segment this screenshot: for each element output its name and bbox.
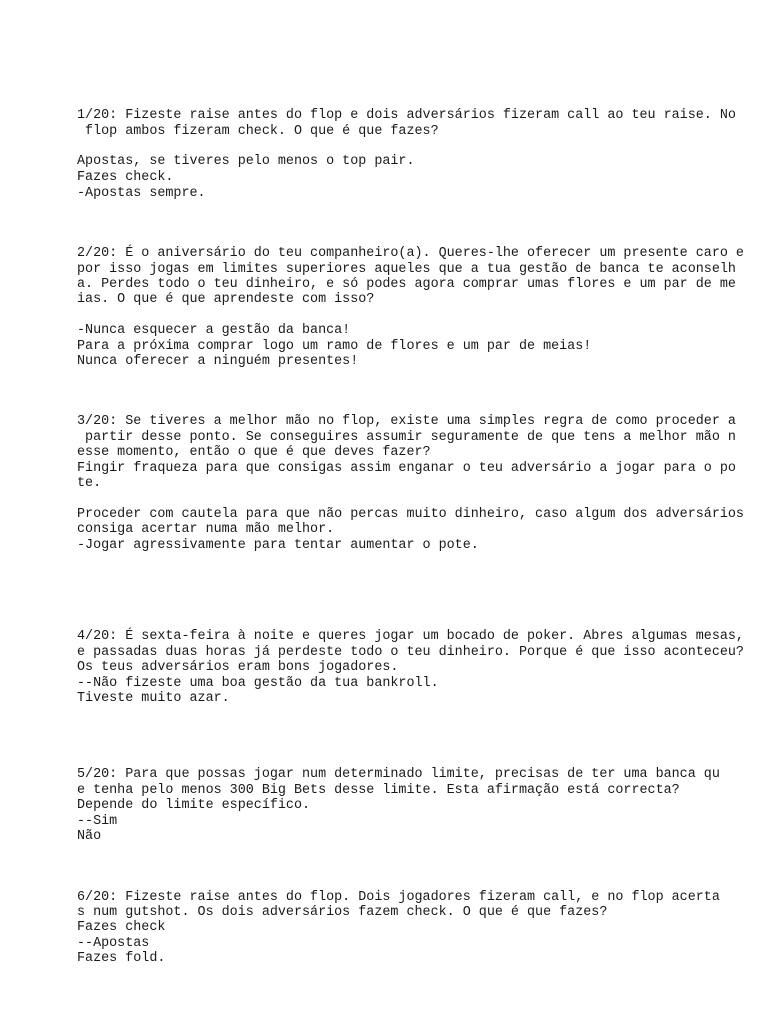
question-2-line-3: a. Perdes todo o teu dinheiro, e só podes agora comprar umas flores e um par de me (77, 277, 736, 292)
question-6-line-3: Fazes check (77, 920, 166, 935)
question-3-line-5: te. (77, 476, 102, 491)
question-1-line-1: 1/20: Fizeste raise antes do flop e dois adversários fizeram call ao teu raise. No (77, 108, 736, 123)
question-1-line-2: flop ambos fizeram check. O que é que fazes? (77, 124, 439, 139)
question-4-line-1: 4/20: É sexta-feira à noite e queres jogar um bocado de poker. Abres algumas mesas, (77, 629, 744, 644)
question-3-answer-3: -Jogar agressivamente para tentar aumentar o pote. (77, 538, 479, 553)
question-2-line-4: ias. O que é que aprendeste com isso? (77, 292, 375, 307)
question-5-line-2: e tenha pelo menos 300 Big Bets desse limite. Esta afirmação está correcta? (77, 783, 680, 798)
question-5-line-3: Depende do limite específico. (77, 798, 311, 813)
question-4-line-3: Os teus adversários eram bons jogadores. (77, 660, 399, 675)
question-2-line-1: 2/20: É o aniversário do teu companheiro(a). Queres-lhe oferecer um presente caro e (77, 246, 744, 261)
question-4-line-4: --Não fizeste uma boa gestão da tua bankroll. (77, 676, 439, 691)
question-2-line-2: por isso jogas em limites superiores aqueles que a tua gestão de banca te aconselh (77, 262, 736, 277)
question-3-line-2: partir desse ponto. Se conseguires assumir seguramente de que tens a melhor mão n (77, 430, 736, 445)
question-1-answer-1: Apostas, se tiveres pelo menos o top pair. (77, 154, 415, 169)
question-1-answer-2: Fazes check. (77, 170, 174, 185)
question-3-answer-1: Proceder com cautela para que não percas muito dinheiro, caso algum dos adversários (77, 507, 744, 522)
question-3-line-1: 3/20: Se tiveres a melhor mão no flop, existe uma simples regra de como proceder a (77, 414, 736, 429)
question-6-line-2: s num gutshot. Os dois adversários fazem check. O que é que fazes? (77, 905, 608, 920)
question-6-line-4: --Apostas (77, 936, 150, 951)
question-6-line-5: Fazes fold. (77, 951, 166, 966)
question-3-line-4: Fingir fraqueza para que consigas assim enganar o teu adversário a jogar para o po (77, 461, 736, 476)
question-5-line-1: 5/20: Para que possas jogar num determinado limite, precisas de ter uma banca qu (77, 767, 720, 782)
question-5-line-5: Não (77, 829, 102, 844)
question-4-line-2: e passadas duas horas já perdeste todo o teu dinheiro. Porque é que isso aconteceu? (77, 645, 744, 660)
question-6-line-1: 6/20: Fizeste raise antes do flop. Dois jogadores fizeram call, e no flop acerta (77, 890, 720, 905)
question-2-answer-2: Para a próxima comprar logo um ramo de flores e um par de meias! (77, 339, 592, 354)
question-3-line-3: esse momento, então o que é que deves fazer? (77, 445, 431, 460)
question-3-answer-2: consiga acertar numa mão melhor. (77, 522, 335, 537)
question-5-line-4: --Sim (77, 814, 118, 829)
question-2-answer-3: Nunca oferecer a ninguém presentes! (77, 354, 359, 369)
question-2-answer-1: -Nunca esquecer a gestão da banca! (77, 323, 351, 338)
question-4-line-5: Tiveste muito azar. (77, 691, 230, 706)
question-1-answer-3: -Apostas sempre. (77, 186, 206, 201)
